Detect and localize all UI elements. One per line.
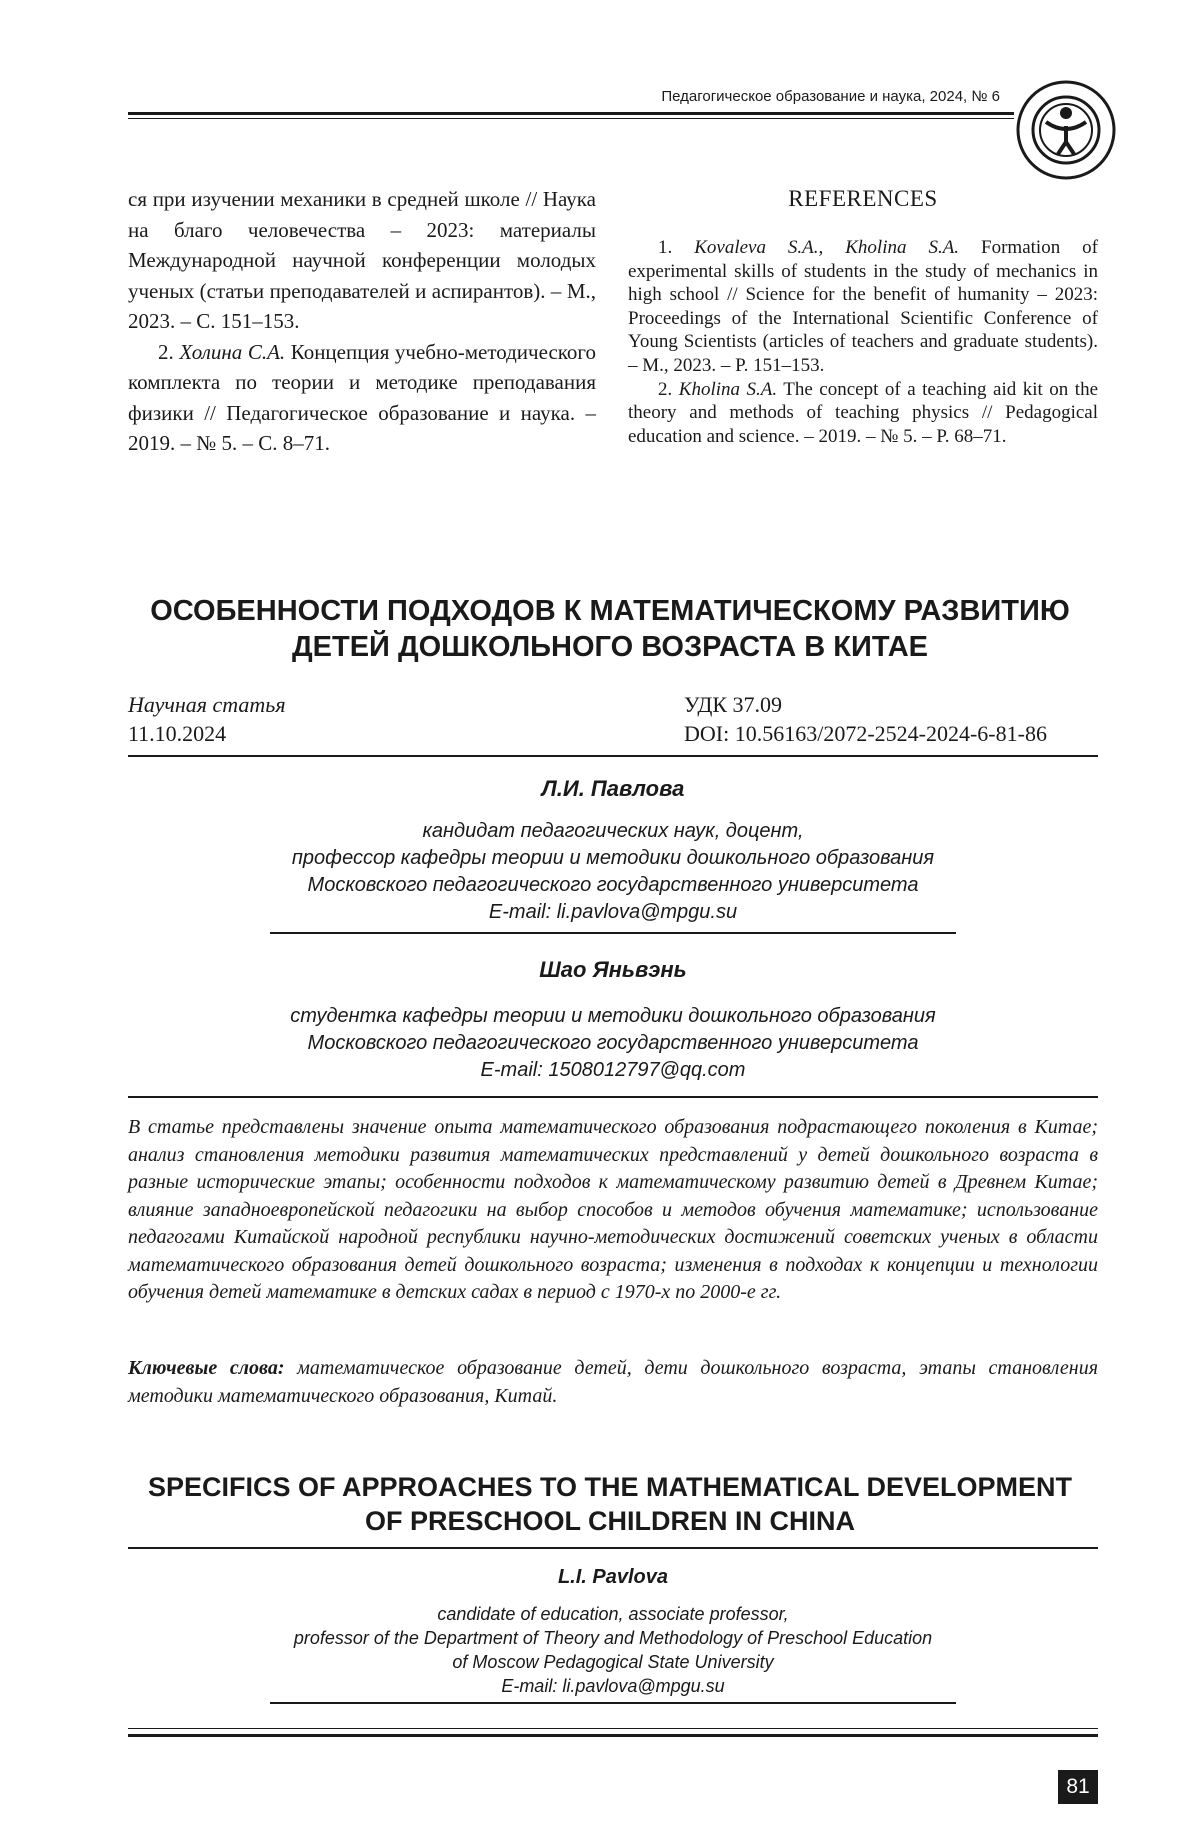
author-affiliation: профессор кафедры теории и методики дошкольного образования <box>291 847 935 869</box>
footer-rule-thin <box>128 1728 1098 1729</box>
article-date: 11.10.2024 <box>128 721 227 746</box>
keywords <box>128 1355 1098 1410</box>
author-affiliation: candidate of education, associate professor, <box>437 1604 789 1624</box>
left-column <box>128 184 596 459</box>
reference-item: 1. Kovaleva S.A., Kholina S.A. Formation of experimental skills of students in the study of mechanics in high school // Science for the benefit of humanity – 2023: Proceedings of the International Scientific Conference of Young Scientists (articles of teachers and graduate students). – M., 2023. – P. 151–153. <box>628 237 1098 376</box>
reference-continued: ся при изучении механики в средней школе // Наука на благо человечества – 2023: материалы Международной научной конференции молодых ученых (статьи преподавателей и аспирантов). – М., 2023. – С. 151–153. <box>128 187 596 333</box>
reference-author: Kovaleva S.A., Kholina S.A. <box>694 237 960 258</box>
author-name: L.I. Pavlova <box>557 1566 669 1588</box>
author-divider <box>270 1702 956 1704</box>
reference-author: Холина С.А. <box>179 339 286 364</box>
references-column <box>628 184 1098 448</box>
author-block <box>128 774 1098 926</box>
journal-header: Педагогическое образование и наука, 2024, № 6 <box>661 88 1000 105</box>
author-affiliation: Московского педагогического государственного университета <box>307 1032 919 1054</box>
reference-item: 2. Холина С.А. Концепция учебно-методического комплекта по теории и методике преподавания физики // Педагогическое образование и наука. – 2019. – № 5. – С. 8–71. <box>128 339 597 455</box>
article-type: Научная статья <box>128 692 286 717</box>
author-email: E-mail: li.pavlova@mpgu.su <box>488 901 738 923</box>
article-meta-left <box>128 690 286 748</box>
page-number: 81 <box>1058 1770 1098 1804</box>
author-divider <box>270 932 956 934</box>
author-name: Шао Яньвэнь <box>539 957 687 982</box>
author-block-en <box>128 1562 1098 1698</box>
udk: УДК 37.09 <box>684 692 783 717</box>
author-email: E-mail: 1508012797@qq.com <box>480 1059 746 1081</box>
article-title-en: SPECIFICS OF APPROACHES TO THE MATHEMATICAL DEVELOPMENT OF PRESCHOOL CHILDREN IN CHINA <box>147 1472 1073 1536</box>
meta-rule <box>128 755 1098 757</box>
abstract: В статье представлены значение опыта математического образования подрастающего поколения в Китае; анализ становления методики развития математических представлений у детей дошкольного возраста в разные исторические этапы; особенности подходов к математическому развитию детей в Древнем Китае; влияние западноевропейской педагогики на выбор способов и методов обучения математике; использование педагогами Китайской народной республики научно-методических достижений советских ученых в области математического образования детей дошкольного возраста; изменения в подходах к концепции и технологии обучения детей математике в детских садах в период с 1970-х по 2000-е гг. <box>128 1116 1098 1303</box>
header-rule-thin <box>128 118 1014 119</box>
reference-item: 2. Kholina S.A. The concept of a teaching aid kit on the theory and methods of teaching physics // Pedagogical education and science. – 2019. – № 5. – P. 68–71. <box>628 378 1099 447</box>
author-name: Л.И. Павлова <box>541 776 685 801</box>
author-email: E-mail: li.pavlova@mpgu.su <box>501 1676 725 1696</box>
article-title-ru: ОСОБЕННОСТИ ПОДХОДОВ К МАТЕМАТИЧЕСКОМУ РАЗВИТИЮ ДЕТЕЙ ДОШКОЛЬНОГО ВОЗРАСТА В КИТАЕ <box>150 595 1070 663</box>
keywords-label: Ключевые слова: <box>128 1357 285 1379</box>
doi: DOI: 10.56163/2072-2524-2024-6-81-86 <box>684 721 1047 746</box>
keywords-text: математическое образование детей, дети дошкольного возраста, этапы становления методики математического образования, Китай. <box>128 1357 1098 1407</box>
author-rule <box>128 1096 1098 1098</box>
author-affiliation: кандидат педагогических наук, доцент, <box>422 820 804 842</box>
journal-logo-icon <box>1014 78 1118 182</box>
reference-author: Kholina S.A. <box>678 378 778 400</box>
author-affiliation: professor of the Department of Theory and Methodology of Preschool Education <box>293 1628 933 1648</box>
author-affiliation: of Moscow Pedagogical State University <box>452 1652 774 1672</box>
footer-rule <box>128 1734 1098 1737</box>
references-heading: REFERENCES <box>788 186 938 211</box>
author-affiliation: студентка кафедры теории и методики дошкольного образования <box>290 1005 936 1027</box>
header-rule <box>128 112 1014 115</box>
author-block <box>128 955 1098 1084</box>
author-affiliation: Московского педагогического государственного университета <box>307 874 919 896</box>
article-meta-right <box>684 690 1047 748</box>
title-en-rule <box>128 1547 1098 1549</box>
